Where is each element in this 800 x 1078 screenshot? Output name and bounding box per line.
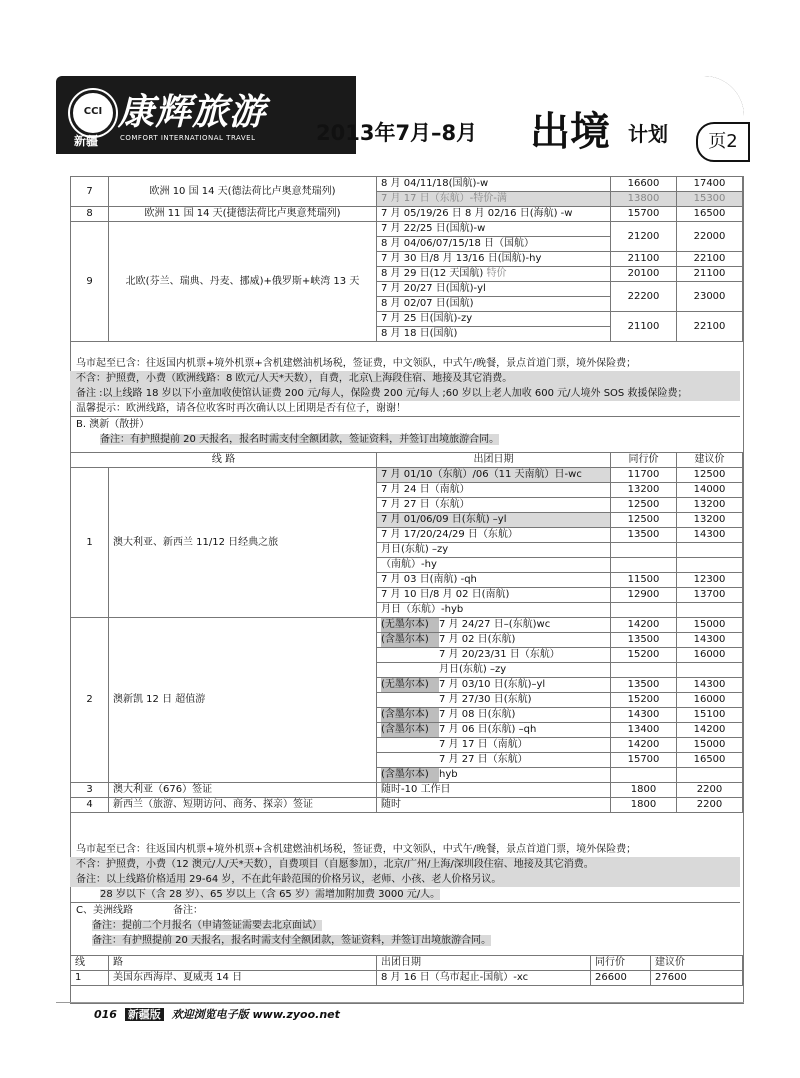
peer-price [611,558,677,573]
depart-date: 随时 [377,798,611,813]
col-suggest-price: 建议价 [651,956,743,971]
table-row [71,207,743,222]
suggest-price: 2200 [677,783,743,798]
peer-price: 1800 [611,783,677,798]
aus-table [70,452,743,813]
europe-notes [70,356,740,447]
table-header [71,956,743,971]
europe-table [70,176,743,342]
plan-title: 出境 [530,109,610,155]
depart-date: 7 月 20/27 日(国航)-yl [377,282,611,297]
edition-tag: 新疆版 [125,1008,164,1021]
page-tab: 页2 [696,122,750,162]
page-number: 016 [94,1008,117,1021]
peer-price [611,768,677,783]
route-no: 7 [71,177,109,207]
depart-date: 8 月 02/07 日(国航) [377,297,611,312]
suggest-price [677,663,743,678]
suggest-price: 17400 [677,177,743,192]
depart-date: （南航）-hy [377,558,611,573]
peer-price: 12500 [611,498,677,513]
peer-price: 13500 [611,633,677,648]
route-no: 1 [71,468,109,618]
suggest-price: 14300 [677,678,743,693]
note-included: 乌市起至已含：往返国内机票+境外机票+含机建燃油机场税，签证费，中文领队，中式午/晚餐，景点首道门票，境外保险费； [76,844,637,855]
aus1-rows [71,468,743,618]
depart-date: 8 月 18 日(国航) [377,327,611,342]
footer-text: 欢迎浏览电子版 [171,1008,249,1021]
peer-price: 21100 [611,252,677,267]
peer-price: 15200 [611,693,677,708]
peer-price: 12500 [611,513,677,528]
suggest-price: 12500 [677,468,743,483]
suggest-price: 15000 [677,618,743,633]
suggest-price: 14000 [677,483,743,498]
col-no: 线 [71,956,109,971]
peer-price: 13400 [611,723,677,738]
depart-date: 7 月 05/19/26 日 8 月 02/16 日(海航) -w [377,207,611,222]
aus2-rows [71,618,743,783]
route-no: 9 [71,222,109,342]
section-note: 备注：提前二个月报名（申请签证需要去北京面试） [92,920,322,931]
melbourne-tag: (无墨尔本) [381,678,439,692]
col-peer-price: 同行价 [611,453,677,468]
route-no: 2 [71,618,109,783]
section-title: C、美洲线路 备注： [70,902,740,918]
col-route: 路 [109,956,377,971]
depart-date: (无墨尔本) 7 月 03/10 日(东航)–yl [377,678,611,693]
note-remark: 备注：以上线路价格适用 29-64 岁，不在此年龄范围的价格另议，老师、小孩、老人价格另议。 [70,872,740,887]
note-tip: 温馨提示：欧洲线路，请各位收客时再次确认以上团期是否有位子，谢谢！ [76,403,406,414]
depart-date: 7 月 27 日（东航） [377,498,611,513]
col-suggest-price: 建议价 [677,453,743,468]
brand-name: 康辉旅游 [118,92,267,133]
depart-date: (含墨尔本) 7 月 08 日(东航) [377,708,611,723]
peer-price: 15200 [611,648,677,663]
suggest-price: 15300 [677,192,743,207]
depart-date: 月日(东航) –zy [377,543,611,558]
suggest-price: 23000 [677,282,743,312]
depart-date: 7 月 17 日（东航）-特价-满 [377,192,611,207]
peer-price: 14200 [611,738,677,753]
suggest-price: 16500 [677,207,743,222]
route-no: 3 [71,783,109,798]
peer-price: 11500 [611,573,677,588]
table-row [71,798,743,813]
table-row [71,222,743,237]
peer-price [611,663,677,678]
peer-price [611,603,677,618]
melbourne-tag: (含墨尔本) [381,768,439,782]
suggest-price: 22100 [677,252,743,267]
depart-date: 7 月 17/20/24/29 日（东航） [377,528,611,543]
col-date: 出团日期 [377,956,591,971]
peer-price: 14300 [611,708,677,723]
peer-price: 22200 [611,282,677,312]
peer-price: 15700 [611,207,677,222]
peer-price: 13200 [611,483,677,498]
suggest-price: 2200 [677,798,743,813]
depart-date: 8 月 04/06/07/15/18 日（国航） [377,237,611,252]
depart-date: (含墨尔本) 7 月 02 日(东航) [377,633,611,648]
note-age: 28 岁以下（含 28 岁）、65 岁以上（含 65 岁）需增加附加费 3000 元/人。 [100,889,441,900]
suggest-price: 14300 [677,528,743,543]
route-name: 澳大利亚、新西兰 11/12 日经典之旅 [109,468,377,618]
peer-price [611,543,677,558]
depart-date: 7 月 01/06/09 日(东航) –yl [377,513,611,528]
suggest-price: 27600 [651,971,743,986]
melbourne-tag: (含墨尔本) [381,708,439,722]
suggest-price: 16000 [677,693,743,708]
logo-region: 新疆 [74,134,99,148]
depart-date: (含墨尔本) hyb [377,768,611,783]
route-name: 欧洲 11 国 14 天(捷德法荷比卢奥意梵瑞列) [109,207,377,222]
route-no: 4 [71,798,109,813]
note-remark: 备注 :以上线路 18 岁以下小童加收使馆认证费 200 元/每人，保险费 200 元/每人 ;60 岁以上老人加收 600 元/人境外 SOS 救援保险费； [70,386,740,401]
depart-date: 月日(东航) –zy [377,663,611,678]
plan-subtitle: 计划 [628,122,668,146]
route-name: 澳大利亚（676）签证 [109,783,377,798]
suggest-price: 15100 [677,708,743,723]
route-name: 新西兰（旅游、短期访问、商务、探亲）签证 [109,798,377,813]
col-date: 出团日期 [377,453,611,468]
suggest-price: 22000 [677,222,743,252]
footer [94,1006,340,1022]
peer-price: 16600 [611,177,677,192]
suggest-price: 14300 [677,633,743,648]
depart-date: 7 月 10 日/8 月 02 日(南航) [377,588,611,603]
peer-price: 11700 [611,468,677,483]
brand-english: COMFORT INTERNATIONAL TRAVEL [120,134,256,142]
suggest-price: 13200 [677,498,743,513]
depart-date: 8 月 04/11/18(国航)-w [377,177,611,192]
section-title: B. 澳新（散拼） [70,416,740,432]
plan-date: 2013年7月–8月 [316,121,478,145]
depart-date: 8 月 16 日（乌市起止-国航）-xc [377,971,591,986]
col-route: 线 路 [71,453,377,468]
col-peer-price: 同行价 [591,956,651,971]
footer-url[interactable]: www.zyoo.net [252,1008,340,1021]
suggest-price: 21100 [677,267,743,282]
depart-date: 7 月 20/23/31 日（东航） [377,648,611,663]
table-row [71,783,743,798]
depart-date: 7 月 01/10（东航）/06（11 天南航）日-wc [377,468,611,483]
table-row [71,177,743,192]
route-no: 8 [71,207,109,222]
suggest-price [677,543,743,558]
depart-date: 7 月 24 日（南航） [377,483,611,498]
melbourne-tag: (含墨尔本) [381,633,439,647]
peer-price: 14200 [611,618,677,633]
peer-price: 21200 [611,222,677,252]
section-note: 备注：有护照提前 20 天报名，报名时需支付全额团款，签证资料，并签订出境旅游合同。 [100,434,500,445]
cci-logo-icon: CCI [70,90,116,136]
suggest-price: 15000 [677,738,743,753]
suggest-price: 14200 [677,723,743,738]
suggest-price [677,603,743,618]
depart-date: 7 月 27 日（东航） [377,753,611,768]
note-excluded: 不含：护照费，小费（12 澳元/人/天*天数），自费项目（自愿参加），北京/广州/上海/深圳段住宿、地接及其它消费。 [70,857,740,872]
section-note: 备注：有护照提前 20 天报名，报名时需支付全额团款，签证资料，并签订出境旅游合同。 [92,935,492,946]
suggest-price: 22100 [677,312,743,342]
special-price-note: 特价 [486,268,507,279]
note-excluded: 不含：护照费，小费（欧洲线路：8 欧元/人天*天数），自费，北京\上海段住宿、地接及其它消费。 [70,371,740,386]
footer-divider [56,1002,744,1003]
route-name: 澳新凯 12 日 超值游 [109,618,377,783]
depart-date: (无墨尔本) 7 月 24/27 日–(东航)wc [377,618,611,633]
america-table [70,955,743,986]
table-header [71,453,743,468]
table-row [71,971,743,986]
depart-date: 7 月 30 日/8 月 13/16 日(国航)-hy [377,252,611,267]
suggest-price: 16000 [677,648,743,663]
aus-notes [70,842,740,948]
depart-date: 7 月 03 日(南航) -qh [377,573,611,588]
note-included: 乌市起至已含：往返国内机票+境外机票+含机建燃油机场税，签证费，中文领队，中式午/晚餐，景点首道门票，境外保险费； [76,358,637,369]
depart-date: 7 月 27/30 日(东航) [377,693,611,708]
suggest-price [677,558,743,573]
table-row [71,618,743,633]
route-name: 美国东西海岸、夏威夷 14 日 [109,971,377,986]
depart-date: 随时-10 工作日 [377,783,611,798]
depart-date: 7 月 17 日（南航） [377,738,611,753]
suggest-price: 13700 [677,588,743,603]
peer-price: 20100 [611,267,677,282]
route-name: 北欧(芬兰、瑞典、丹麦、挪威)+俄罗斯+峡湾 13 天 [109,222,377,342]
peer-price: 26600 [591,971,651,986]
peer-price: 21100 [611,312,677,342]
route-no: 1 [71,971,109,986]
suggest-price: 16500 [677,753,743,768]
route-name: 欧洲 10 国 14 天(德法荷比卢奥意梵瑞列) [109,177,377,207]
peer-price: 13500 [611,678,677,693]
melbourne-tag: (无墨尔本) [381,618,439,632]
melbourne-tag: (含墨尔本) [381,723,439,737]
suggest-price [677,768,743,783]
peer-price: 13800 [611,192,677,207]
peer-price: 12900 [611,588,677,603]
suggest-price: 13200 [677,513,743,528]
peer-price: 15700 [611,753,677,768]
depart-date: 7 月 22/25 日(国航)-w [377,222,611,237]
suggest-price: 12300 [677,573,743,588]
depart-date: (含墨尔本) 7 月 06 日(东航) –qh [377,723,611,738]
peer-price: 13500 [611,528,677,543]
depart-date: 月日（东航）-hyb [377,603,611,618]
table-row [71,468,743,483]
depart-date: 7 月 25 日(国航)-zy [377,312,611,327]
depart-date: 8 月 29 日(12 天国航) 特价 [377,267,611,282]
peer-price: 1800 [611,798,677,813]
